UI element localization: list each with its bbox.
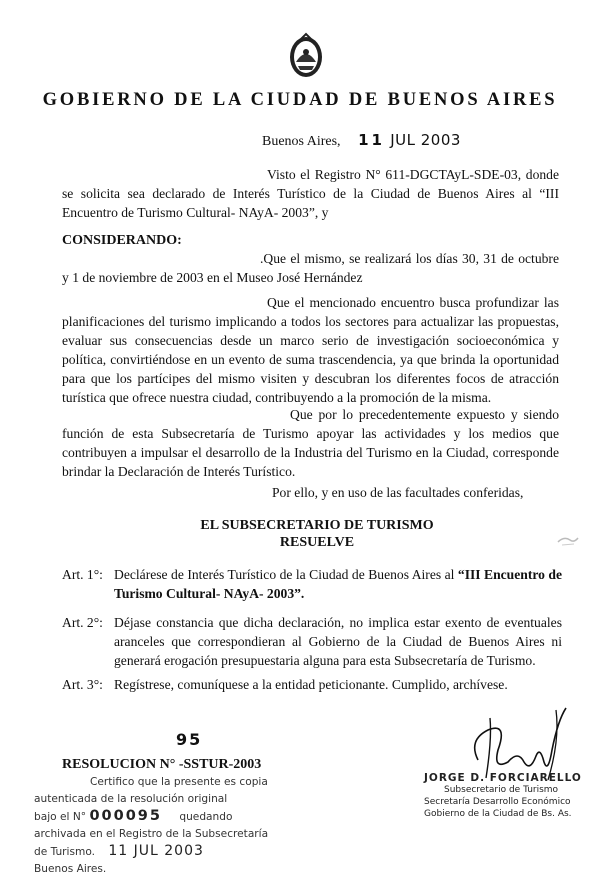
signer-name: JORGE D. FORCIARELLO <box>424 772 582 784</box>
certification-stamp <box>34 774 294 878</box>
signer-department: Secretaría Desarrollo Económico <box>424 797 571 807</box>
resolution-label: RESOLUCION N° -SSTUR-2003 <box>62 757 262 772</box>
considerando-heading: CONSIDERANDO: <box>62 233 182 248</box>
visto-paragraph: Visto el Registro N° 611-DGCTAyL-SDE-03, donde se solicita sea declarado de Interés Turístico de la Ciudad de Buenos Aires al “III Encuentro de Turismo Cultural- NAyA- 2003”, y <box>62 167 559 220</box>
resolution-number: 95 <box>176 730 203 749</box>
article-label: Art. 2°: <box>62 615 103 630</box>
article-2 <box>62 613 562 670</box>
cert-line: autenticada de la resolución original <box>34 793 228 805</box>
cert-line: bajo el N° 000095 quedando <box>34 808 233 824</box>
article-text: Declárese de Interés Turístico de la Ciudad de Buenos Aires al “III Encuentro de Turismo Cultural- NAyA- 2003”. <box>114 567 563 601</box>
signature-stamp <box>424 772 582 820</box>
authority-title: EL SUBSECRETARIO DE TURISMO <box>200 518 434 533</box>
place: Buenos Aires, <box>262 134 341 149</box>
article-text: Regístrese, comuníquese a la entidad peticionante. Cumplido, archívese. <box>114 677 508 692</box>
date-stamp: 11 JUL 2003 <box>358 131 461 149</box>
cert-line: de Turismo. 11 JUL 2003 <box>34 843 204 859</box>
government-header: GOBIERNO DE LA CIUDAD DE BUENOS AIRES <box>42 90 558 110</box>
city-coat-of-arms-icon <box>286 32 326 80</box>
signer-government: Gobierno de la Ciudad de Bs. As. <box>424 809 572 819</box>
article-label: Art. 3°: <box>62 677 103 692</box>
cert-line: Certifico que la presente es copia <box>90 776 268 788</box>
dateline <box>262 131 461 150</box>
resuelve-title: RESUELVE <box>279 535 355 550</box>
cert-line: Buenos Aires. <box>34 863 107 875</box>
cert-line: archivada en el Registro de la Subsecretaría <box>34 828 269 840</box>
considerando-paragraph-1: .Que el mismo, se realizará los días 30, 31 de octubre y 1 de noviembre de 2003 en el Museo José Hernández <box>62 251 559 285</box>
paper-mark-icon <box>556 534 580 548</box>
article-label: Art. 1°: <box>62 567 103 582</box>
considerando-paragraph-2: Que el mencionado encuentro busca profundizar las planificaciones del turismo implicando a todos los sectores para actualizar las propuestas, evaluar sus consecuencias desde un marco serio de investigación socioeconómica y política, convirtiéndose en un evento de suma trascendencia, ya que brinda la oportunidad para que los partícipes del mismo visiten y descubran los diferentes focos de atracción turística que ofrece nuestra ciudad, contribuyendo a la promoción de la misma. <box>62 295 559 405</box>
signer-title: Subsecretario de Turismo <box>444 785 559 795</box>
considerando-paragraph-3: Que por lo precedentemente expuesto y siendo función de esta Subsecretaría de Turismo apoyar las actividades y los medios que contribuyen a impulsar el desarrollo de la Industria del Turismo en la Ciudad, corresponde brindar la Declaración de Interés Turístico. <box>62 407 559 479</box>
article-text: Déjase constancia que dicha declaración, no implica estar exento de eventuales aranceles que correspondieran al Gobierno de la Ciudad de Buenos Aires ni generará erogación presupuestaria alguna para esta Subsecretaría de Turismo. <box>114 615 562 668</box>
por-ello-line: Por ello, y en uso de las facultades conferidas, <box>272 485 524 500</box>
article-1 <box>62 565 562 603</box>
article-3 <box>62 675 562 694</box>
